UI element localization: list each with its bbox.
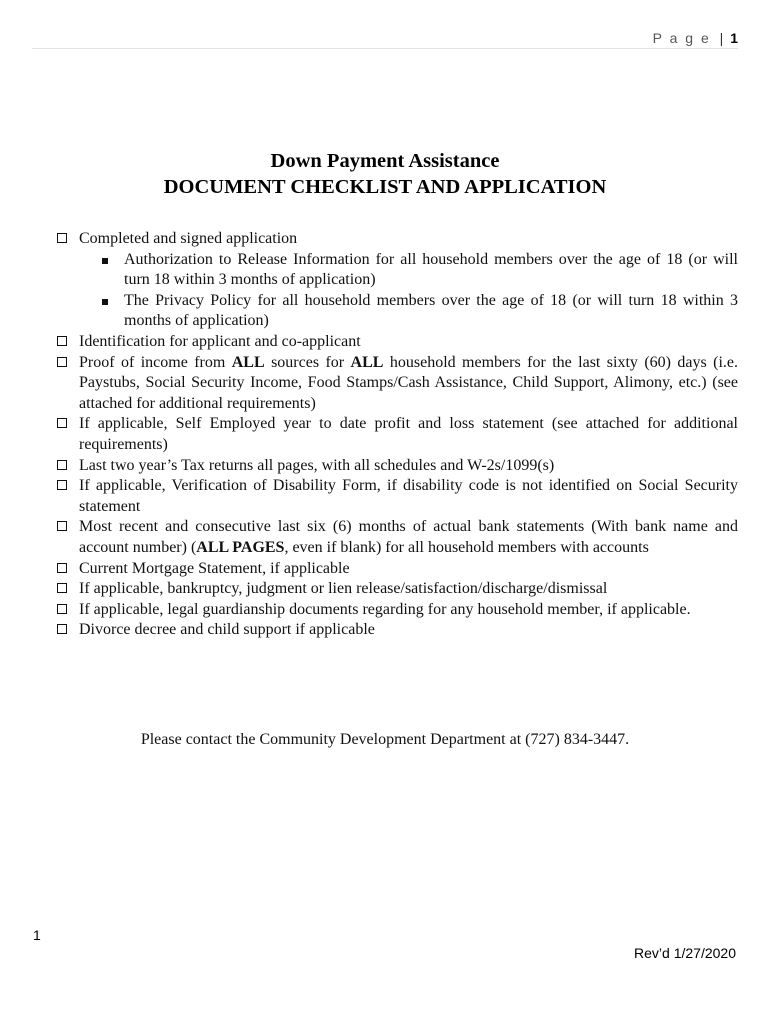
checkbox-icon[interactable]	[57, 624, 67, 634]
page-number: 1	[730, 30, 738, 46]
checkbox-icon[interactable]	[57, 336, 67, 346]
checklist-item-proof-of-income	[57, 353, 738, 415]
checklist-subitem-text: Authorization to Release Information for all household members over the age of 18 (or will turn 18 within 3 months of application)	[124, 250, 738, 289]
checklist-subitem-text: The Privacy Policy for all household members over the age of 18 (or will turn 18 within 3 months of application)	[124, 291, 738, 330]
checklist-item-text: Last two year’s Tax returns all pages, with all schedules and W-2s/1099(s)	[79, 456, 555, 474]
checklist-item-disability	[57, 476, 738, 517]
checklist-item-text: If applicable, bankruptcy, judgment or lien release/satisfaction/discharge/dismissal	[79, 580, 608, 598]
checklist-item-text	[79, 518, 738, 556]
document-subtitle: DOCUMENT CHECKLIST AND APPLICATION	[163, 176, 607, 198]
checklist-item-bank-statements	[57, 517, 738, 558]
page-separator: |	[719, 30, 724, 46]
checkbox-icon[interactable]	[57, 521, 67, 531]
text-segment: household members for the last sixty (60) days (i.e. Paystubs, Social Security Income, Food Stamps/Cash Assistance, Child Support, Alimony, etc.) (see attached for additional requirements)	[79, 353, 739, 412]
checklist-item-text: Identification for applicant and co-applicant	[79, 332, 361, 350]
checklist-item-text: If applicable, Self Employed year to date profit and loss statement (see attached for additional requirements)	[79, 415, 738, 453]
checkbox-icon[interactable]	[57, 233, 67, 243]
checklist-item-text: If applicable, legal guardianship documents regarding for any household member, if applicable.	[79, 600, 691, 618]
checklist-subitem-authorization	[102, 250, 738, 291]
emphasis-text: ALL	[231, 353, 265, 371]
checkbox-icon[interactable]	[57, 357, 67, 367]
checkbox-icon[interactable]	[57, 604, 67, 614]
checkbox-icon[interactable]	[57, 418, 67, 428]
checklist-item-text: Completed and signed application	[79, 230, 298, 247]
contact-note: Please contact the Community Development Department at (727) 834-3447.	[140, 731, 630, 748]
checkbox-icon[interactable]	[57, 563, 67, 573]
header-divider	[32, 48, 738, 49]
text-segment: sources for	[264, 353, 351, 371]
checklist-subitem-privacy-policy	[102, 291, 738, 332]
checklist-item-tax-returns	[57, 456, 738, 477]
revision-date: Rev’d 1/27/2020	[634, 945, 736, 961]
text-segment: Proof of income from	[79, 353, 232, 371]
checklist-item-identification	[57, 332, 738, 353]
bullet-icon	[102, 258, 108, 264]
text-segment: , even if blank) for all household members with accounts	[284, 538, 649, 556]
document-checklist	[57, 229, 738, 641]
checklist-item-application	[57, 229, 738, 250]
page-label: P a g e	[652, 30, 711, 46]
checklist-item-self-employed	[57, 414, 738, 455]
emphasis-text: ALL	[350, 353, 384, 371]
checkbox-icon[interactable]	[57, 583, 67, 593]
page-header	[653, 30, 738, 46]
checkbox-icon[interactable]	[57, 480, 67, 490]
footer-page-number: 1	[33, 927, 41, 943]
bullet-icon	[102, 299, 108, 305]
text-segment: Most recent and consecutive last six (6) months of actual bank statements (With bank name and account number) (	[79, 518, 738, 556]
checklist-item-divorce	[57, 620, 738, 641]
checkbox-icon[interactable]	[57, 460, 67, 470]
checklist-item-text: If applicable, Verification of Disability Form, if disability code is not identified on Social Security statement	[79, 477, 738, 515]
checklist-item-bankruptcy	[57, 579, 738, 600]
document-title: Down Payment Assistance	[270, 150, 500, 172]
checklist-item-text: Current Mortgage Statement, if applicable	[79, 559, 350, 577]
checklist-item-text: Divorce decree and child support if applicable	[79, 621, 375, 639]
checklist-item-guardianship	[57, 600, 738, 621]
emphasis-text: ALL PAGES	[196, 538, 285, 556]
checklist-item-mortgage	[57, 559, 738, 580]
checklist-item-text	[79, 354, 738, 412]
